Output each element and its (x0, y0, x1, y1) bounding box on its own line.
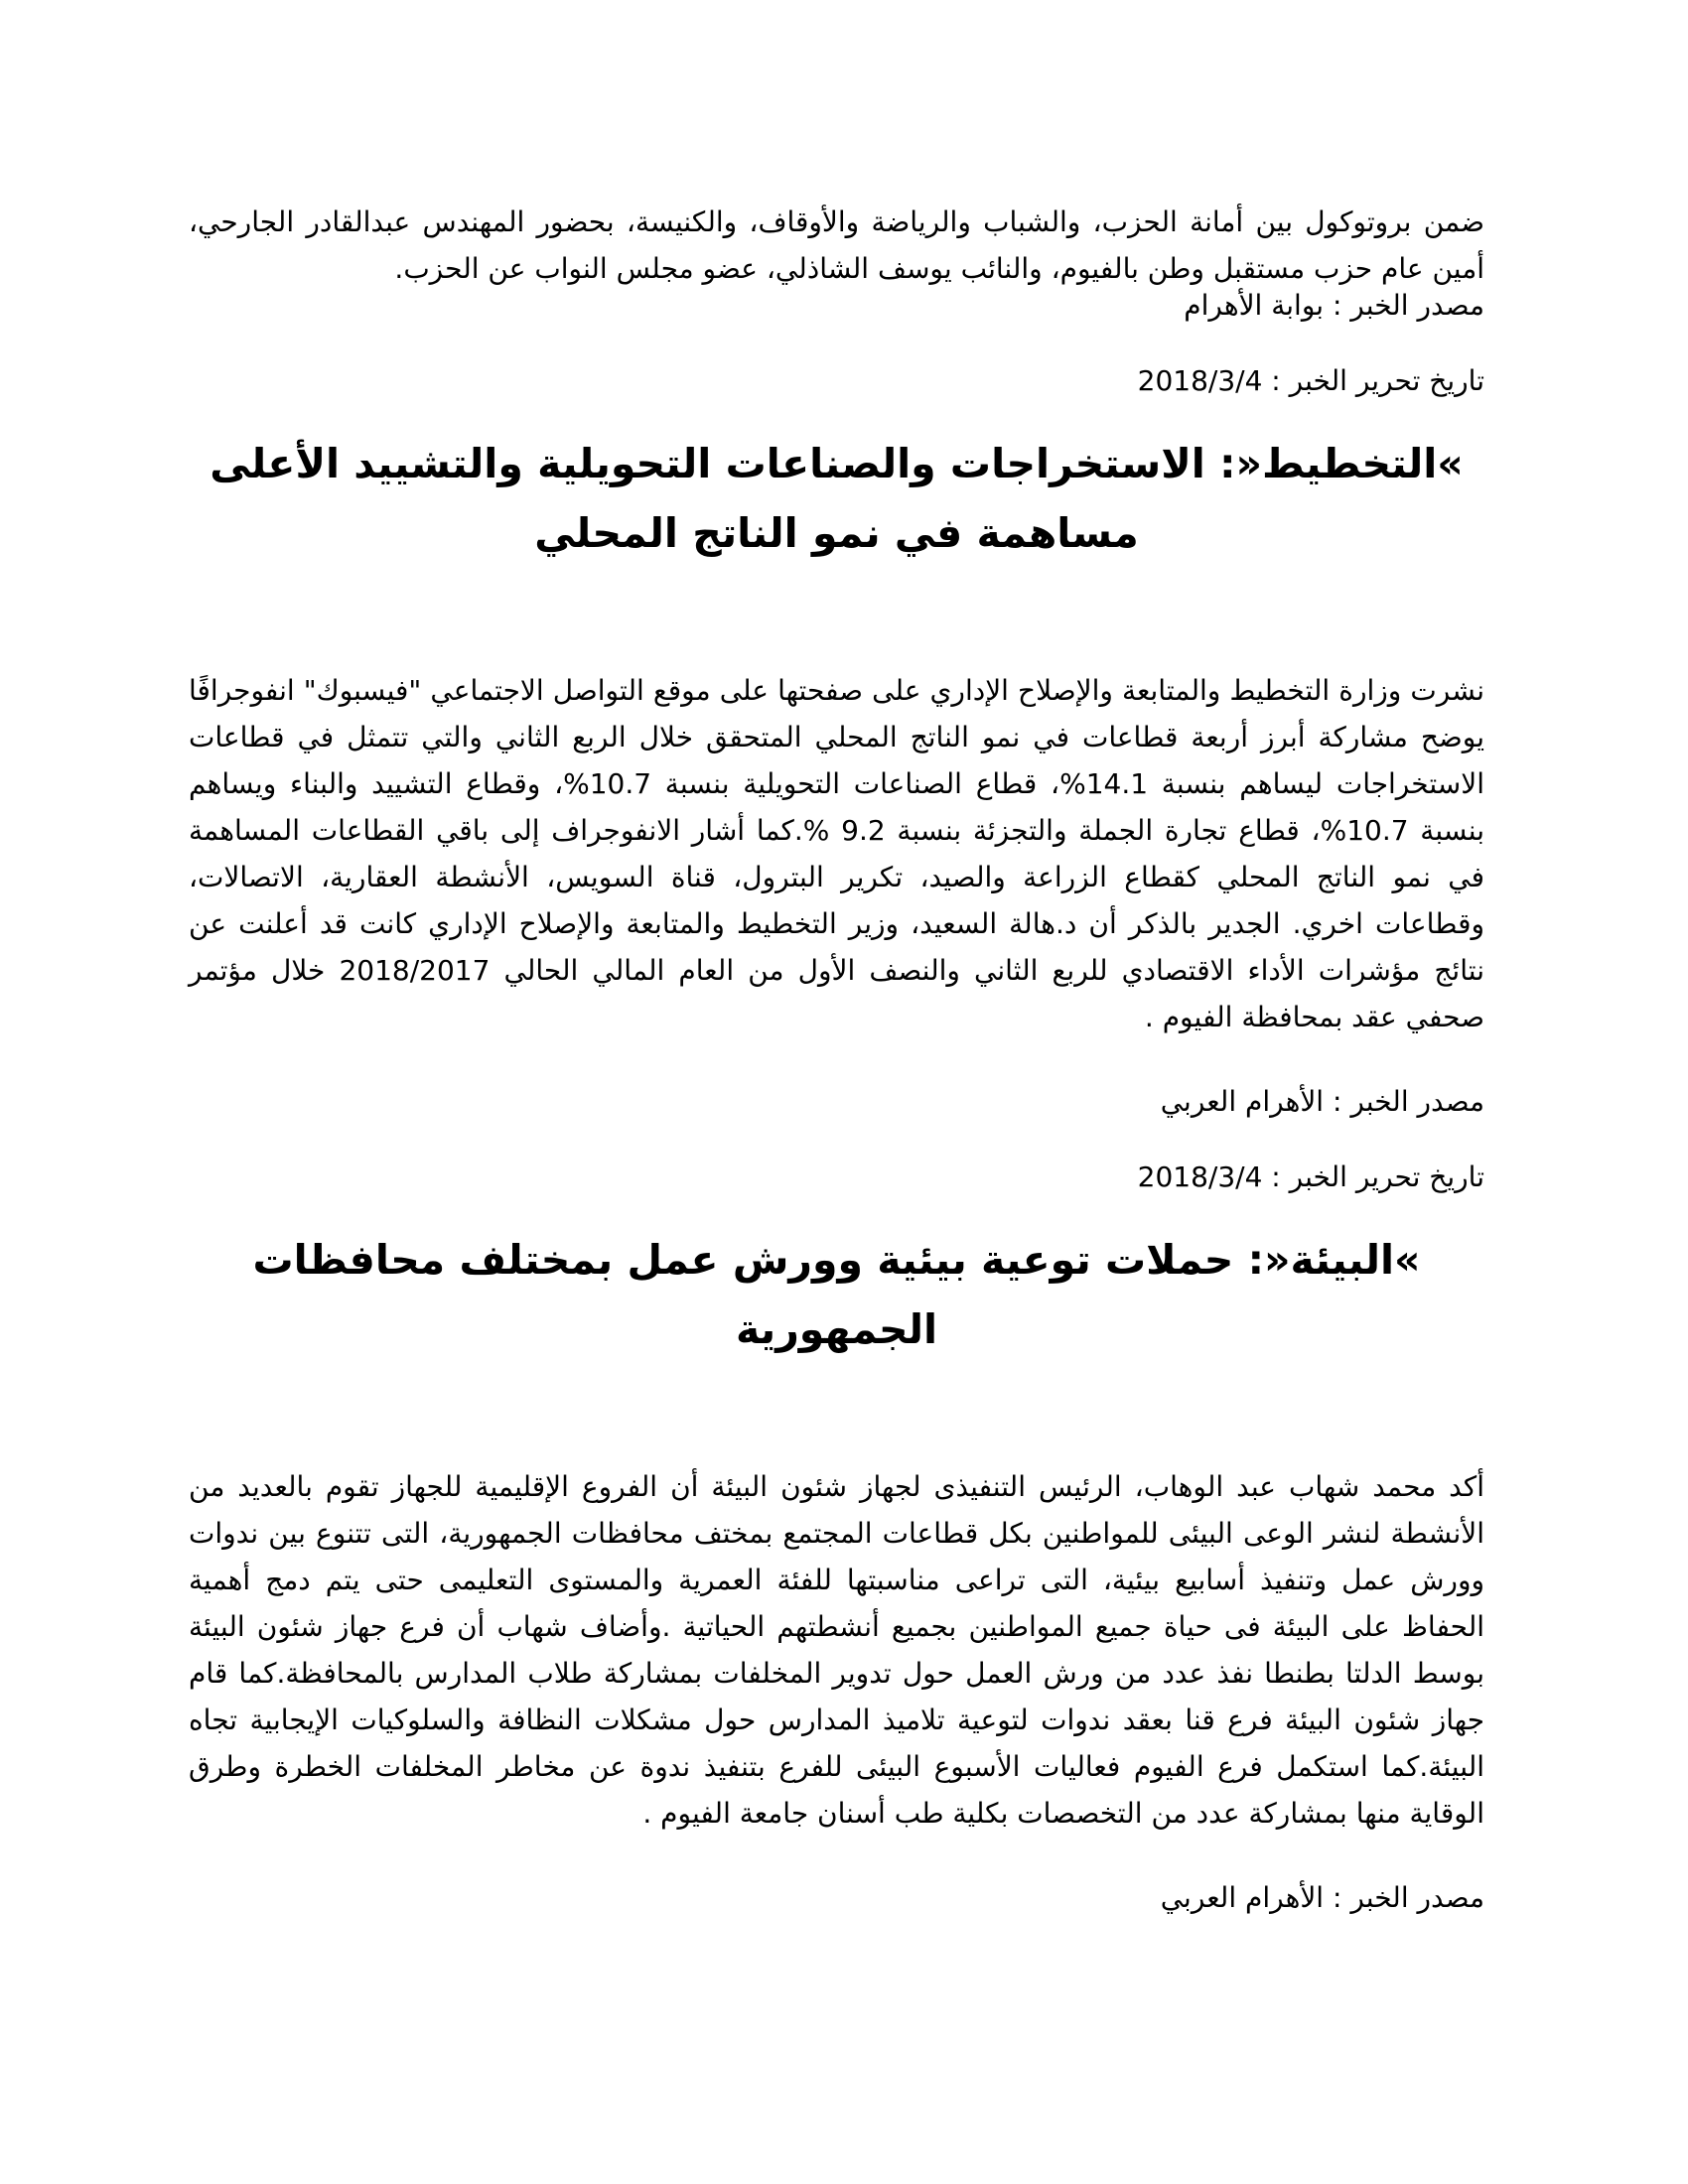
article2-source: مصدر الخبر : الأهرام العربي (1160, 1881, 1484, 1914)
article2-title: »البيئة«: حملات توعية بيئية وورش عمل بمختلف محافظات الجمهورية (252, 1236, 1421, 1353)
article1-date: تاريخ تحرير الخبر : 2018/3/4 (1137, 1160, 1484, 1193)
article2-body: أكد محمد شهاب عبد الوهاب، الرئيس التنفيذى لجهاز شئون البيئة أن الفروع الإقليمية للجهاز تقوم بالعديد من الأنشطة لنشر الوعى البيئى للمواطنين بكل قطاعات المجتمع بمختف محافظات الجمهورية، التى تتنوع بين ندوات وورش عمل وتنفيذ أسابيع بيئية، التى تراعى مناسبتها للفئة العمرية والمستوى التعليمى حتى يتم دمج أهمية الحفاظ على البيئة فى حياة جميع المواطنين بجميع أنشطتهم الحياتية .وأضاف شهاب أن فرع جهاز شئون البيئة بوسط الدلتا بطنطا نفذ عدد من ورش العمل حول تدوير المخلفات بمشاركة طلاب المدارس بالمحافظة.كما قام جهاز شئون البيئة فرع قنا بعقد ندوات لتوعية تلاميذ المدارس حول مشكلات النظافة والسلوكيات الإيجابية تجاه البيئة.كما استكمل فرع الفيوم فعاليات الأسبوع البيئى للفرع بتنفيذ ندوة عن مخاطر المخلفات الخطرة وطرق الوقاية منها بمشاركة عدد من التخصصات بكلية طب أسنان جامعة الفيوم . (189, 1470, 1484, 1830)
intro-source: مصدر الخبر : بوابة الأهرام (1184, 289, 1484, 322)
intro-date: تاريخ تحرير الخبر : 2018/3/4 (1137, 364, 1484, 397)
article1-source: مصدر الخبر : الأهرام العربي (1160, 1085, 1484, 1118)
article1-title: »التخطيط«: الاستخراجات والصناعات التحويلية والتشييد الأعلى مساهمة في نمو الناتج المحلي (210, 440, 1464, 557)
intro-paragraph: ضمن بروتوكول بين أمانة الحزب، والشباب والرياضة والأوقاف، والكنيسة، بحضور المهندس عبدالقادر الجارحي، أمين عام حزب مستقبل وطن بالفيوم، والنائب يوسف الشاذلي، عضو مجلس النواب عن الحزب. (189, 205, 1484, 285)
article1-body: نشرت وزارة التخطيط والمتابعة والإصلاح الإداري على صفحتها على موقع التواصل الاجتماعي "فيسبوك" انفوجرافًا يوضح مشاركة أبرز أربعة قطاعات في نمو الناتج المحلي المتحقق خلال الربع الثاني والتي تتمثل في قطاعات الاستخراجات ليساهم بنسبة 14.1%، قطاع الصناعات التحويلية بنسبة 10.7%، وقطاع التشييد والبناء ويساهم بنسبة 10.7%، قطاع تجارة الجملة والتجزئة بنسبة 9.2 %.كما أشار الانفوجراف إلى باقي القطاعات المساهمة في نمو الناتج المحلي كقطاع الزراعة والصيد، تكرير البترول، قناة السويس، الأنشطة العقارية، الاتصالات، وقطاعات اخري. الجدير بالذكر أن د.هالة السعيد، وزير التخطيط والمتابعة والإصلاح الإداري كانت قد أعلنت عن نتائج مؤشرات الأداء الاقتصادي للربع الثاني والنصف الأول من العام المالي الحالي 2018/2017 خلال مؤتمر صحفي عقد بمحافظة الفيوم . (189, 674, 1484, 1033)
document-page (189, 199, 1484, 1918)
